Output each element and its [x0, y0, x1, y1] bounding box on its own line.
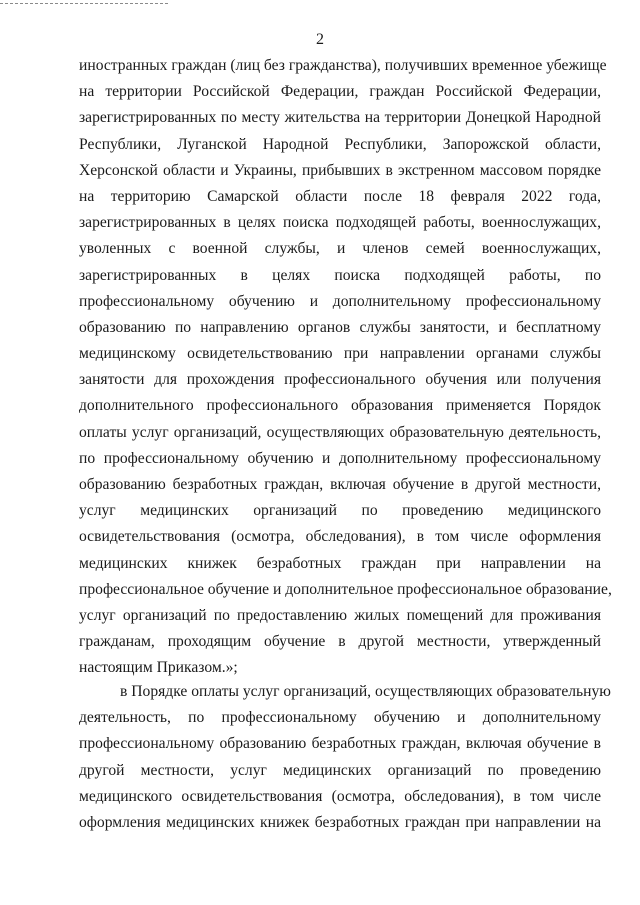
- text-line: занятости для прохождения профессионального обучения или получения: [79, 371, 601, 389]
- text-line: гражданам, проходящим обучение в другой местности, утвержденный: [79, 633, 601, 651]
- paragraph-1: [79, 53, 612, 682]
- text-line: иностранных граждан (лиц без гражданства), получивших временное убежище: [79, 57, 607, 74]
- text-line: деятельность, по профессиональному обучению и дополнительному: [79, 709, 601, 727]
- text-line: настоящим Приказом.»;: [79, 659, 238, 677]
- text-line: профессиональному образованию безработных граждан, включая обучение в: [79, 735, 601, 753]
- text-line: медицинских книжек безработных граждан при направлении на: [79, 554, 601, 572]
- text-line: зарегистрированных по месту жительства на территории Донецкой Народной: [79, 109, 601, 127]
- text-line: зарегистрированных в целях поиска подходящей работы, по: [79, 266, 601, 284]
- text-line: освидетельствования (осмотра, обследования), в том числе оформления: [79, 528, 601, 546]
- text-line: на территории Российской Федерации, граждан Российской Федерации,: [79, 83, 601, 101]
- page-number: 2: [316, 31, 324, 48]
- text-line: Херсонской области и Украины, прибывших в экстренном массовом порядке: [79, 161, 601, 179]
- text-line: в Порядке оплаты услуг организаций, осуществляющих образовательную: [120, 683, 611, 700]
- paragraph-2: [79, 679, 611, 836]
- text-line: по профессиональному обучению и дополнительному профессиональному: [79, 449, 601, 467]
- text-line: профессиональное обучение и дополнительное профессиональное образование,: [79, 580, 612, 598]
- text-line: услуг организаций по предоставлению жилых помещений для проживания: [79, 606, 601, 624]
- text-line: профессиональному обучению и дополнительному профессиональному: [79, 292, 601, 310]
- text-line: образованию безработных граждан, включая обучение в другой местности,: [79, 476, 601, 493]
- scan-edge-mark: [0, 3, 168, 5]
- text-line: образованию по направлению органов службы занятости, и бесплатному: [79, 318, 601, 336]
- text-line: Республики, Луганской Народной Республики, Запорожской области,: [79, 135, 601, 153]
- text-line: медицинского освидетельствования (осмотра, обследования), в том числе: [79, 787, 601, 805]
- text-line: оформления медицинских книжек безработных граждан при направлении на: [79, 813, 601, 831]
- text-line: уволенных с военной службы, и членов семей военнослужащих,: [79, 240, 601, 258]
- text-line: дополнительного профессионального образования применяется Порядок: [79, 397, 601, 415]
- text-line: медицинскому освидетельствованию при направлении органами службы: [79, 345, 601, 363]
- text-line: на территорию Самарской области после 18 февраля 2022 года,: [79, 187, 601, 205]
- text-line: зарегистрированных в целях поиска подходящей работы, военнослужащих,: [79, 214, 601, 232]
- text-line: оплаты услуг организаций, осуществляющих образовательную деятельность,: [79, 423, 601, 441]
- text-line: другой местности, услуг медицинских организаций по проведению: [79, 761, 601, 779]
- text-line: услуг медицинских организаций по проведению медицинского: [79, 502, 601, 520]
